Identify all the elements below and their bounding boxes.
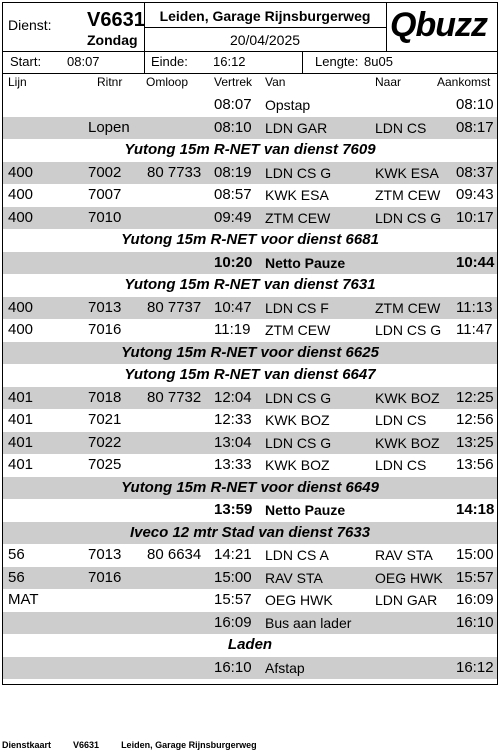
cell-lijn: 400 xyxy=(8,321,34,338)
trip-row xyxy=(3,409,497,432)
cell-ritnr: 7013 xyxy=(88,546,122,563)
logo-cell xyxy=(386,3,497,51)
trip-row xyxy=(3,567,497,590)
cell-ritnr: 7025 xyxy=(88,456,122,473)
cell-lijn: 401 xyxy=(8,411,34,428)
cell-omloop: 80 6634 xyxy=(147,546,202,563)
section-heading-text: Yutong 15m R-NET voor dienst 6681 xyxy=(121,231,379,248)
cell-vertrek: 13:33 xyxy=(214,456,252,473)
cell-vertrek: 15:57 xyxy=(214,591,252,608)
cell-naar: ZTM CEW xyxy=(375,299,441,316)
einde-value: 16:12 xyxy=(213,54,246,69)
cell-aankomst: 16:12 xyxy=(456,658,494,676)
cell-ritnr: 7022 xyxy=(88,433,122,451)
trip-row xyxy=(3,319,497,342)
cell-van: LDN CS G xyxy=(265,389,332,406)
cell-lijn: 401 xyxy=(8,433,34,451)
start-value: 08:07 xyxy=(67,54,100,69)
cell-naar: LDN CS G xyxy=(375,209,442,226)
section-heading xyxy=(3,274,497,297)
col-vertrek: Vertrek xyxy=(214,75,253,89)
cell-vertrek: 16:10 xyxy=(214,658,252,676)
cell-ritnr: 7016 xyxy=(88,568,122,586)
cell-naar: LDN CS xyxy=(375,119,427,136)
cell-aankomst: 14:18 xyxy=(456,501,495,518)
service-card xyxy=(2,2,498,685)
trip-row xyxy=(3,589,497,612)
cell-naar: RAV STA xyxy=(375,547,433,563)
cell-ritnr: Lopen xyxy=(88,118,130,136)
col-naar: Naar xyxy=(375,75,402,89)
col-ritnr: Ritnr xyxy=(97,75,123,89)
cell-lijn: 400 xyxy=(8,208,34,226)
summary-row xyxy=(3,51,497,74)
section-heading-text: Laden xyxy=(227,636,273,653)
cell-van: OEG HWK xyxy=(265,592,333,608)
section-heading-text: Yutong 15m R-NET voor dienst 6625 xyxy=(121,343,379,361)
cell-vertrek: 11:19 xyxy=(214,321,251,338)
cell-ritnr: 7013 xyxy=(88,298,122,316)
cell-van: RAV STA xyxy=(265,569,323,586)
cell-lijn: 400 xyxy=(8,163,34,181)
cell-van: KWK BOZ xyxy=(265,457,330,473)
footer-label: Dienstkaart xyxy=(2,740,52,750)
cell-aankomst: 16:09 xyxy=(456,591,494,608)
section-heading xyxy=(3,477,497,500)
cell-ritnr: 7021 xyxy=(88,411,122,428)
pause-row xyxy=(3,252,497,275)
cell-omloop: 80 7732 xyxy=(147,388,202,406)
trip-row xyxy=(3,387,497,410)
cell-aankomst: 12:56 xyxy=(456,411,494,428)
cell-van: KWK BOZ xyxy=(265,412,330,428)
trip-row xyxy=(3,162,497,185)
cell-naar: LDN CS xyxy=(375,412,427,428)
cell-omloop: 80 7737 xyxy=(147,298,202,316)
start-label: Start: xyxy=(10,54,42,69)
col-aankomst: Aankomst xyxy=(437,75,491,89)
trip-row xyxy=(3,544,497,567)
divider xyxy=(144,27,386,28)
cell-vertrek: 10:47 xyxy=(214,298,252,316)
day-label: Zondag xyxy=(87,32,138,48)
cell-ritnr: 7018 xyxy=(88,388,122,406)
trip-row xyxy=(3,612,497,635)
col-lijn: Lijn xyxy=(8,75,27,89)
cell-aankomst: 11:13 xyxy=(456,298,493,316)
page-footer xyxy=(2,740,279,750)
trip-row xyxy=(3,297,497,320)
cell-lijn: 401 xyxy=(8,388,34,406)
einde-label: Einde: xyxy=(151,54,188,69)
cell-lijn: 56 xyxy=(8,568,25,586)
section-heading xyxy=(3,634,497,657)
cell-aankomst: 13:56 xyxy=(456,456,494,473)
cell-aankomst: 10:17 xyxy=(456,208,494,226)
cell-aankomst: 08:10 xyxy=(456,96,494,113)
lengte-value: 8u05 xyxy=(364,54,393,69)
cell-naar: KWK ESA xyxy=(375,164,439,181)
dienst-cell xyxy=(3,3,145,51)
cell-lijn: 400 xyxy=(8,186,34,203)
column-headers xyxy=(3,74,497,90)
cell-aankomst: 15:57 xyxy=(456,568,494,586)
footer-location: Leiden, Garage Rijnsburgerweg xyxy=(121,740,257,750)
service-date: 20/04/2025 xyxy=(229,32,301,48)
cell-van: Afstap xyxy=(265,659,305,676)
cell-vertrek: 08:57 xyxy=(214,186,252,203)
cell-aankomst: 16:10 xyxy=(456,613,494,631)
cell-ritnr: 7007 xyxy=(88,186,122,203)
col-van: Van xyxy=(265,75,286,89)
section-heading xyxy=(3,342,497,365)
dienst-label: Dienst: xyxy=(8,17,52,33)
cell-van: KWK ESA xyxy=(265,187,329,203)
cell-vertrek: 09:49 xyxy=(214,208,252,226)
cell-lijn: MAT xyxy=(8,591,39,608)
garage-location: Leiden, Garage Rijnsburgerweg xyxy=(159,8,371,24)
cell-van: ZTM CEW xyxy=(265,209,331,226)
cell-omloop: 80 7733 xyxy=(147,163,202,181)
cell-naar: LDN CS G xyxy=(375,322,442,338)
cell-naar: OEG HWK xyxy=(375,569,443,586)
cell-aankomst: 13:25 xyxy=(456,433,494,451)
cell-aankomst: 09:43 xyxy=(456,186,494,203)
cell-van: LDN CS G xyxy=(265,164,332,181)
section-heading xyxy=(3,229,497,252)
cell-van: LDN CS F xyxy=(265,299,329,316)
cell-van: Bus aan lader xyxy=(265,614,352,631)
cell-lijn: 56 xyxy=(8,546,25,563)
section-heading-text: Yutong 15m R-NET van dienst 6647 xyxy=(124,366,376,383)
cell-van: LDN GAR xyxy=(265,119,328,136)
cell-vertrek: 16:09 xyxy=(214,613,252,631)
cell-vertrek: 10:20 xyxy=(214,253,253,271)
cell-vertrek: 13:59 xyxy=(214,501,253,518)
trip-row xyxy=(3,207,497,230)
section-heading-text: Iveco 12 mtr Stad van dienst 7633 xyxy=(129,523,371,541)
cell-ritnr: 7002 xyxy=(88,163,122,181)
trip-row xyxy=(3,432,497,455)
cell-lijn: 400 xyxy=(8,298,34,316)
dienst-number: V6631 xyxy=(87,9,145,31)
cell-aankomst: 10:44 xyxy=(456,253,495,271)
trip-row xyxy=(3,184,497,207)
location-date-cell xyxy=(144,3,387,51)
cell-vertrek: 13:04 xyxy=(214,433,252,451)
cell-vertrek: 15:00 xyxy=(214,568,252,586)
cell-naar: ZTM CEW xyxy=(375,187,441,203)
cell-ritnr: 7016 xyxy=(88,321,122,338)
divider xyxy=(302,51,303,73)
cell-van: Netto Pauze xyxy=(265,254,346,271)
cell-aankomst: 11:47 xyxy=(456,321,493,338)
section-heading-text: Yutong 15m R-NET van dienst 7609 xyxy=(124,141,376,158)
cell-naar: LDN CS xyxy=(375,457,427,473)
section-heading xyxy=(3,364,497,387)
cell-van: LDN CS A xyxy=(265,547,329,563)
section-heading-text: Yutong 15m R-NET voor dienst 6649 xyxy=(121,478,379,496)
cell-van: LDN CS G xyxy=(265,434,332,451)
card-header xyxy=(3,3,497,52)
cell-van: Netto Pauze xyxy=(265,502,346,518)
cell-ritnr: 7010 xyxy=(88,208,122,226)
cell-naar: KWK BOZ xyxy=(375,434,440,451)
cell-van: Opstap xyxy=(265,97,311,113)
section-heading-text: Yutong 15m R-NET van dienst 7631 xyxy=(124,276,376,293)
qbuzz-logo: Qbuzz xyxy=(390,6,487,44)
trip-row xyxy=(3,117,497,140)
cell-aankomst: 15:00 xyxy=(456,546,494,563)
footer-dienst: V6631 xyxy=(73,740,100,750)
trip-row xyxy=(3,657,497,680)
section-heading xyxy=(3,522,497,545)
trip-list xyxy=(3,94,497,679)
cell-vertrek: 08:07 xyxy=(214,96,252,113)
divider xyxy=(144,51,145,73)
trip-row xyxy=(3,94,497,117)
section-heading xyxy=(3,139,497,162)
cell-van: ZTM CEW xyxy=(265,322,331,338)
cell-vertrek: 14:21 xyxy=(214,546,252,563)
cell-naar: LDN GAR xyxy=(375,592,438,608)
cell-lijn: 401 xyxy=(8,456,34,473)
pause-row xyxy=(3,499,497,522)
cell-aankomst: 08:37 xyxy=(456,163,494,181)
cell-vertrek: 12:33 xyxy=(214,411,252,428)
lengte-label: Lengte: xyxy=(315,54,359,69)
cell-aankomst: 08:17 xyxy=(456,118,494,136)
cell-naar: KWK BOZ xyxy=(375,389,440,406)
cell-vertrek: 08:19 xyxy=(214,163,252,181)
col-omloop: Omloop xyxy=(146,75,189,89)
trip-row xyxy=(3,454,497,477)
cell-vertrek: 12:04 xyxy=(214,388,252,406)
cell-vertrek: 08:10 xyxy=(214,118,252,136)
cell-aankomst: 12:25 xyxy=(456,388,494,406)
